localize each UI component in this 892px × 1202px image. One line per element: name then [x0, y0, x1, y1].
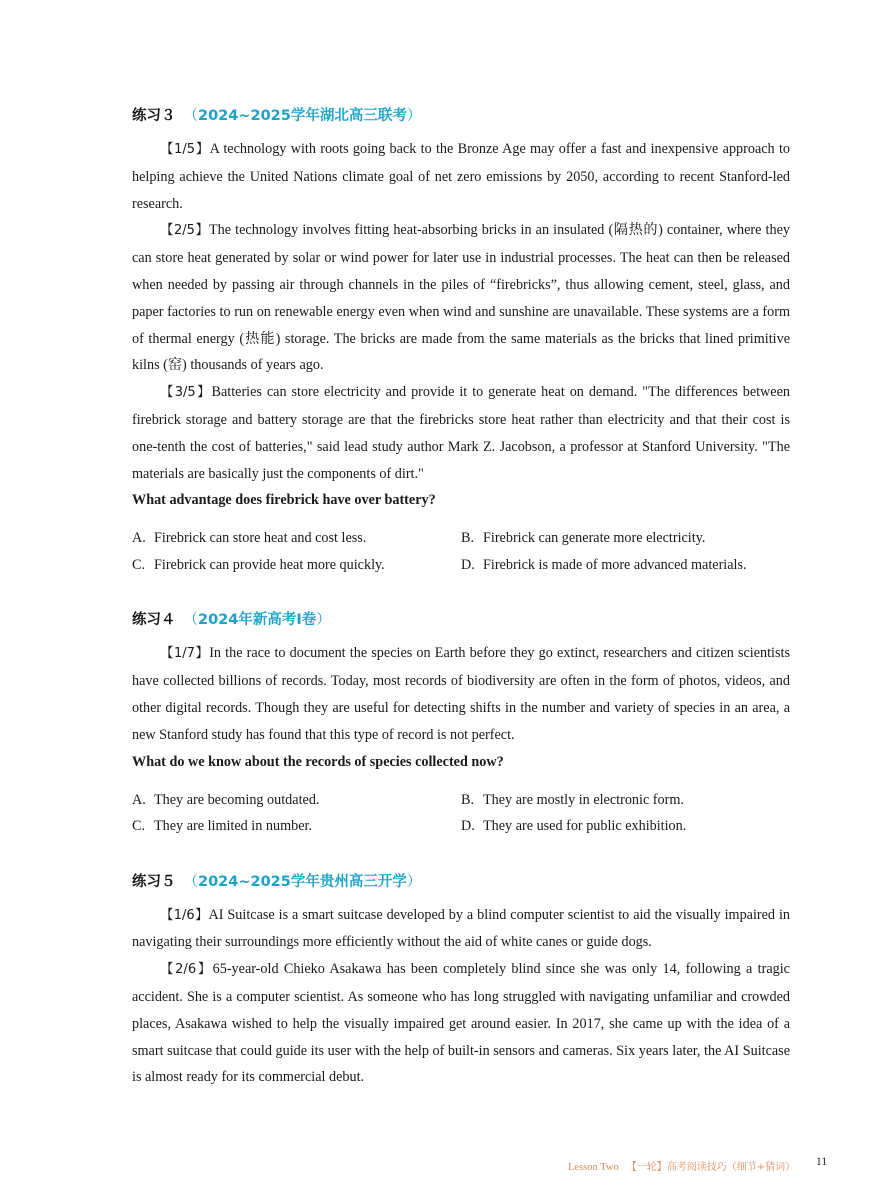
- paragraph: [132, 136, 790, 217]
- exercise-source: （2024~2025学年湖北高三联考）: [183, 108, 422, 124]
- option-c[interactable]: C. Firebrick can provide heat more quickly.: [132, 556, 385, 573]
- paragraph-tag: 【2/5】: [160, 223, 210, 239]
- option-d[interactable]: D. They are used for public exhibition.: [461, 818, 687, 835]
- option-d[interactable]: D. Firebrick is made of more advanced materials.: [461, 556, 747, 573]
- paragraph-tag: 【2/6】: [160, 962, 213, 978]
- paragraph-text: A technology with roots going back to the Bronze Age may offer a fast and inexpensive approach to helping achieve the United Nations climate goal of net zero emissions by 2050, according to recent Stanford-led research.: [132, 141, 790, 212]
- exercise-4: [132, 608, 790, 839]
- exercise-title: [132, 608, 790, 632]
- options: [132, 787, 790, 840]
- option-a[interactable]: A. Firebrick can store heat and cost less.: [132, 530, 367, 547]
- paragraph-tag: 【1/6】: [160, 907, 209, 923]
- option-b[interactable]: B. They are mostly in electronic form.: [461, 791, 684, 808]
- exercise-title: [132, 104, 790, 128]
- exercise-source: （2024~2025学年贵州高三开学）: [183, 873, 422, 890]
- paragraph-tag: 【3/5】: [160, 385, 212, 401]
- page-content: [132, 104, 790, 1091]
- paragraph-tag: 【1/7】: [160, 646, 210, 662]
- page-footer: [568, 1158, 830, 1174]
- paragraph: [132, 217, 790, 379]
- paragraph-text: 65-year-old Chieko Asakawa has been completely blind since she was only 14, following a tragic accident. She is a computer scientist. As someone who has long struggled with navigating unfamiliar and crowded places, Asakawa wished to help the visually impaired get around easier. In 2017, she came up with the idea of a smart suitcase that could guide its user with the help of built-in sensors and cameras. Six years later, the AI Suitcase is almost ready for its commercial debut.: [132, 961, 790, 1086]
- exercise-label: 练习３: [132, 108, 176, 124]
- exercise-source: （2024年新高考I卷）: [183, 612, 331, 629]
- paragraph-text: In the race to document the species on Earth before they go extinct, researchers and citizen scientists have collected billions of records. Today, most records of biodiversity are often in the form of photos, videos, and other digital records. Though they are useful for detecting shifts in the number and variety of species in an area, a new Stanford study has found that this type of record is not perfect.: [132, 645, 790, 743]
- exercise-label: 练习４: [132, 612, 176, 629]
- page-number: 11: [816, 1156, 828, 1168]
- exercise-5: [132, 870, 790, 1092]
- question: What do we know about the records of species collected now?: [132, 753, 504, 770]
- option-a[interactable]: A. They are becoming outdated.: [132, 791, 320, 808]
- paragraph: [132, 640, 790, 748]
- paragraph-tag: 【1/5】: [160, 142, 210, 157]
- exercise-title: [132, 870, 790, 894]
- paragraph-text: The technology involves fitting heat-absorbing bricks in an insulated (隔热的) container, where they can store heat generated by solar or wind power for later use in industrial processes. The heat can then be released when needed by passing air through channels in the piles of “firebricks”, thus allowing cement, steel, glass, and paper factories to run on renewable energy even when wind and sunshine are unavailable. These systems are a form of thermal energy (热能) storage. The bricks are made from the same materials as the bricks that lined primitive kilns (窑) thousands of years ago.: [132, 222, 790, 374]
- question: What advantage does firebrick have over battery?: [132, 492, 436, 509]
- paragraph-text: AI Suitcase is a smart suitcase developed by a blind computer scientist to aid the visually impaired in navigating their surroundings more efficiently without the aid of white canes or guide dogs.: [132, 906, 790, 951]
- paragraph-text: Batteries can store electricity and provide it to generate heat on demand. "The differences between firebrick storage and battery storage are that the firebricks store heat rather than electricity and that their cost is one-tenth the cost of batteries," said lead study author Mark Z. Jacobson, a professor at Stanford University. "The materials are basically just the components of dirt.": [132, 384, 790, 482]
- paragraph: [132, 902, 790, 957]
- footer-lesson: Lesson Two: [568, 1162, 619, 1173]
- exercise-3: [132, 104, 790, 578]
- exercise-label: 练习５: [132, 873, 176, 890]
- option-b[interactable]: B. Firebrick can generate more electricity.: [461, 530, 706, 547]
- options: [132, 525, 790, 578]
- paragraph: [132, 379, 790, 487]
- footer-title: 【一轮】高考阅读技巧（细节+猜词）: [626, 1162, 796, 1173]
- paragraph: [132, 956, 790, 1091]
- option-c[interactable]: C. They are limited in number.: [132, 818, 312, 835]
